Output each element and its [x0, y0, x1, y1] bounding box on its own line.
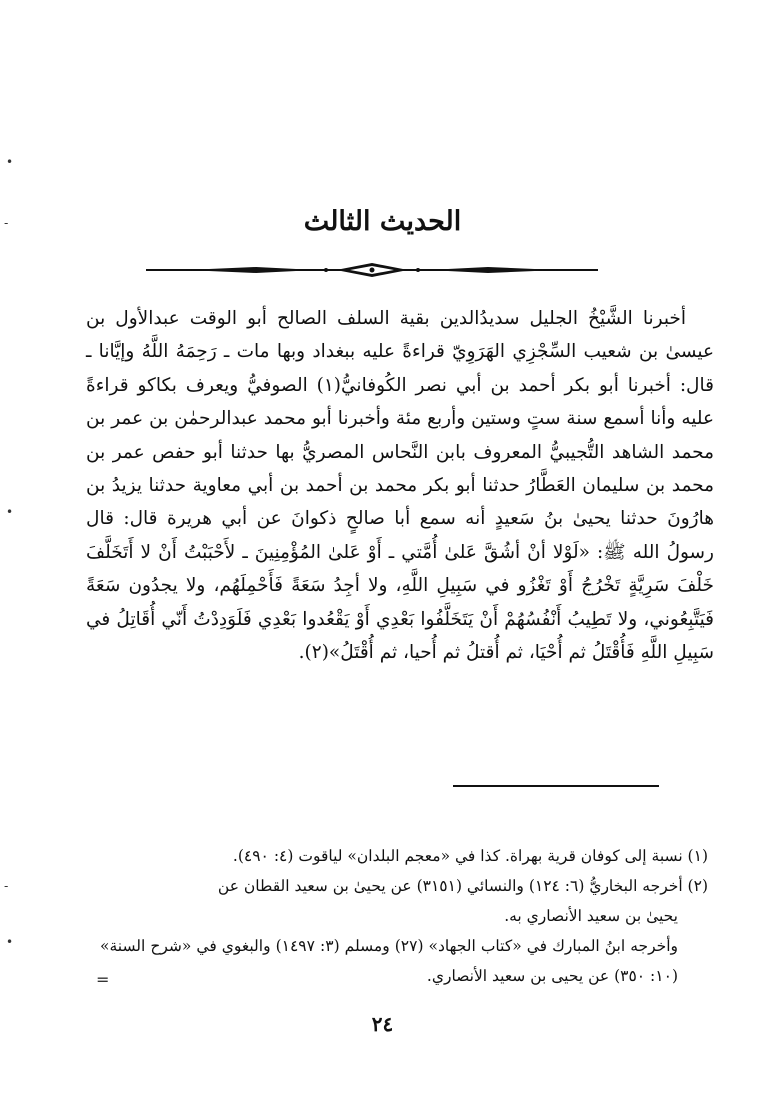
footnotes	[100, 841, 708, 991]
scan-mark-dash: -	[4, 216, 9, 230]
hadith-text	[86, 302, 714, 669]
body-paragraph: أخبرنا الشَّيْخُ الجليل سديدُالدين بقية السلف الصالح أبو الوقت عبدالأول بن عيسىٰ بن شعيب السِّجْزِي الهَرَوِيّ قراءةً عليه ببغداد وبها مات ـ رَحِمَهُ اللَّهُ وإيَّانا ـ قال: أخبرنا أبو بكر أحمد بن أبي نصر الكُوفانيُّ(١) الصوفيُّ ويعرف بكاكو قراءةً عليه وأنا أسمع سنة ستٍ وستين وأربع مئة وأخبرنا أبو محمد عبدالرحمٰن بن عمر بن محمد الشاهد التُّجيبيُّ المعروف بابن النَّحاس المصريُّ بها حدثنا أبو حفص عمر بن محمد بن سليمان العَطَّارُ حدثنا أبو بكر محمد بن أحمد بن أبي معاوية حدثنا يزيدُ بن هارُونَ حدثنا يحيىٰ بنُ سَعيدٍ أنه سمع أبا صالحٍ ذكوانَ عن أبي هريرة قال: قال رسولُ الله ﷺ: «لَوْلا أنْ أشُقَّ عَلىٰ أُمَّتي ـ أَوْ عَلىٰ المُؤْمِنِينَ ـ لأَحْبَبْتُ أَنْ لا أَتَخَلَّفَ خَلْفَ سَرِيَّةٍ تَخْرُجُ أَوْ تَغْزُو في سَبِيلِ اللَّهِ، ولا أجِدُ سَعَةً فَأَحْمِلَهُم، ولا يجدُون سَعَةً فَيَتَّبِعُوني، ولا تَطِيبُ أَنْفُسُهُمْ أَنْ يَتَخَلَّفُوا بَعْدِي أَوْ يَقْعُدوا بَعْدِي فَلَوَدِدْتُ أَنّي أُقَاتِلُ في سَبِيلِ اللَّهِ فَأُقْتَلُ ثم أُحْيَا، ثم أُقتلُ ثم أُحيا، ثم أُقْتَلُ»(٢).	[86, 308, 714, 664]
page-number: ٢٤	[371, 1012, 394, 1036]
footnote-1: (١) نسبة إلى كوفان قرية بهراة. كذا في «معجم البلدان» لياقوت (٤: ٤٩٠).	[232, 847, 708, 865]
title-ornament-divider	[146, 262, 598, 278]
scan-mark-dot: •	[6, 155, 14, 169]
scan-mark-dash: -	[4, 879, 9, 893]
footnote-2-extra: وأخرجه ابنُ المبارك في «كتاب الجهاد» (٢٧) ومسلم (٣: ١٤٩٧) والبغوي في «شرح السنة» (١٠: ٣٥٠) عن يحيى بن سعيد الأنصاري.	[100, 937, 679, 985]
scan-mark-dot: •	[6, 935, 14, 949]
footnote-2: (٢) أخرجه البخاريُّ (٦: ١٢٤) والنسائي (٣١٥١) عن يحيىٰ بن سعيد القطان عن	[217, 877, 708, 895]
footnote-2-continued: يحيىٰ بن سعيد الأنصاري به.	[504, 907, 678, 925]
scan-mark-equals: =	[96, 970, 110, 989]
scan-mark-dot: •	[6, 505, 14, 519]
page-title: الحديث الثالث	[303, 206, 462, 237]
footnote-separator	[453, 785, 659, 787]
